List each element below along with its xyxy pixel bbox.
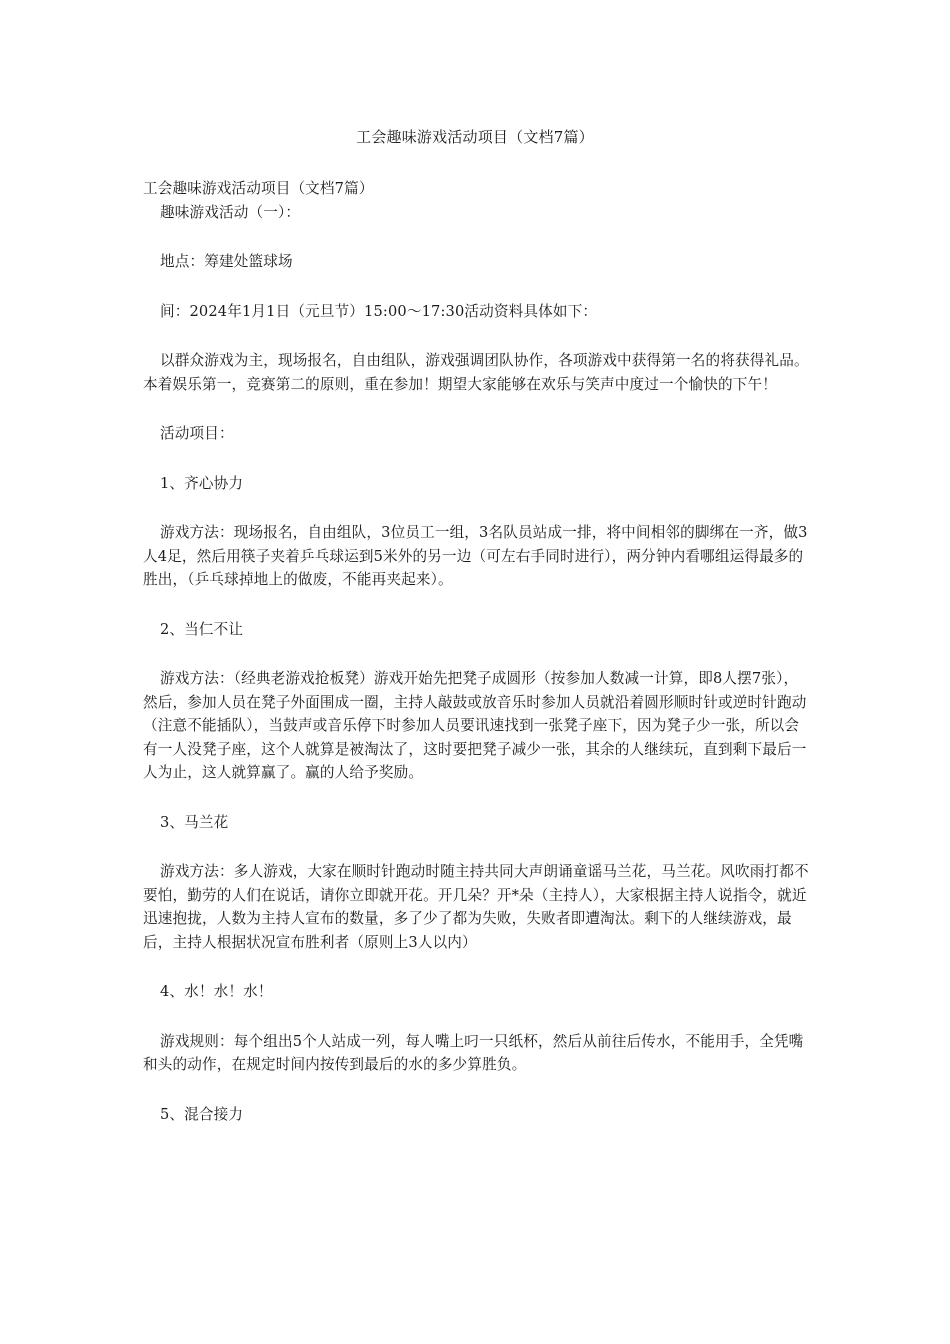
document-body bbox=[143, 177, 811, 1126]
paragraph-item-4-title: 4、水！水！水！ bbox=[160, 983, 273, 1000]
document-subtitle: 工会趣味游戏活动项目（文档7篇） bbox=[143, 180, 374, 197]
paragraph-item-4-body: 游戏规则：每个组出5个人站成一列，每人嘴上叼一只纸杯，然后从前往后传水，不能用手，全凭嘴和头的动作，在规定时间内按传到最后的水的多少算胜负。 bbox=[143, 1032, 804, 1073]
paragraph-activity-heading: 趣味游戏活动（一）： bbox=[160, 203, 301, 221]
paragraph-item-3-title: 3、马兰花 bbox=[160, 813, 229, 831]
paragraph-item-1-title: 1、齐心协力 bbox=[160, 474, 244, 492]
document-title: 工会趣味游戏活动项目（文档7篇） bbox=[356, 128, 594, 146]
paragraph-item-2-title: 2、当仁不让 bbox=[160, 620, 244, 638]
paragraph-location: 地点：筹建处篮球场 bbox=[160, 253, 293, 270]
paragraph-items-heading: 活动项目： bbox=[160, 425, 234, 442]
paragraph-time: 间：2024年1月1日（元旦节）15:00～17:30活动资料具体如下： bbox=[160, 302, 598, 320]
paragraph-item-1-body: 游戏方法：现场报名，自由组队，3位员工一组，3名队员站成一排，将中间相邻的脚绑在一齐，做3人4足，然后用筷子夹着乒乓球运到5米外的另一边（可左右手同时进行），两分钟内看哪组运得最多的胜出，（乒乓球掉地上的做废，不能再夹起来）。 bbox=[143, 524, 808, 588]
paragraph-intro: 以群众游戏为主，现场报名，自由组队，游戏强调团队协作，各项游戏中获得第一名的将获得礼品。本着娱乐第一，竞赛第二的原则，重在参加！期望大家能够在欢乐与笑声中度过一个愉快的下午！ bbox=[143, 352, 809, 393]
paragraph-item-3-body: 游戏方法：多人游戏，大家在顺时针跑动时随主持共同大声朗诵童谣马兰花，马兰花。风吹雨打都不要怕，勤劳的人们在说话，请你立即就开花。开几朵？开*朵（主持人），大家根据主持人说指令，就近迅速抱拢，人数为主持人宣布的数量，多了少了都为失败，失败者即遭淘汰。剩下的人继续游戏，最后，主持人根据状况宣布胜利者（原则上3人以内） bbox=[143, 863, 809, 951]
paragraph-item-5-title: 5、混合接力 bbox=[160, 1105, 244, 1123]
paragraph-item-2-body: 游戏方法：（经典老游戏抢板凳）游戏开始先把凳子成圆形（按参加人数减一计算，即8人摆7张），然后，参加人员在凳子外面围成一圈，主持人敲鼓或放音乐时参加人员就沿着圆形顺时针或逆时针跑动（注意不能插队），当鼓声或音乐停下时参加人员要讯速找到一张凳子座下，因为凳子少一张，所以会有一人没凳子座，这个人就算是被淘汰了，这时要把凳子减少一张，其余的人继续玩，直到剩下最后一人为止，这人就算赢了。赢的人给予奖励。 bbox=[143, 670, 807, 781]
